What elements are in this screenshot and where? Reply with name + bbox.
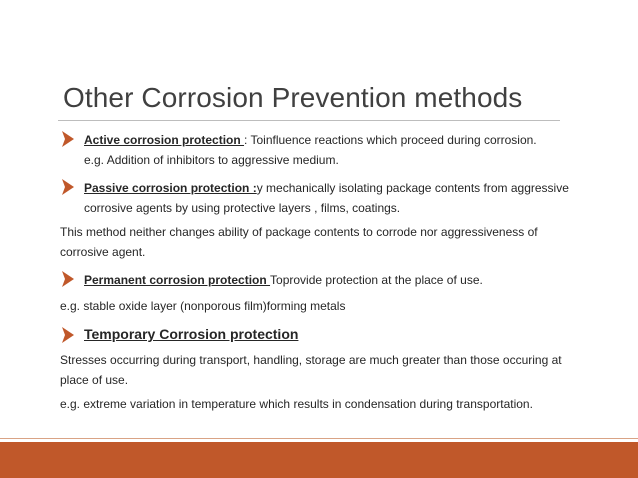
arrow-bullet-icon <box>62 271 74 287</box>
slide-title: Other Corrosion Prevention methods <box>63 82 523 113</box>
bullet-passive-line1 <box>84 178 580 198</box>
paragraph-method-line1: This method neither changes ability of package contents to corrode nor aggressiveness of <box>60 225 538 239</box>
paragraph-temperature-example: e.g. extreme variation in temperature which results in condensation during transportation. <box>60 397 533 411</box>
paragraph-method <box>60 222 580 262</box>
active-protection-example: e.g. Addition of inhibitors to aggressive medium. <box>84 153 339 167</box>
paragraph-method-line2: corrosive agent. <box>60 245 146 259</box>
paragraph-stresses-line2: place of use. <box>60 373 129 387</box>
permanent-protection-heading: Permanent corrosion protection <box>84 273 271 287</box>
title-divider <box>58 120 560 121</box>
paragraph-oxide-example: e.g. stable oxide layer (nonporous film)forming metals <box>60 299 346 313</box>
arrow-bullet-icon <box>62 327 74 343</box>
passive-protection-text: y mechanically isolating package contents from aggressive <box>256 181 569 195</box>
bullet-permanent-protection <box>60 270 580 290</box>
arrow-bullet-icon <box>62 179 74 195</box>
slide-body <box>60 130 580 414</box>
bullet-active-protection <box>60 130 580 170</box>
bullet-active-line1 <box>84 130 580 150</box>
active-protection-heading: Active corrosion protection <box>84 133 245 147</box>
passive-protection-detail: corrosive agents by using protective layers , films, coatings. <box>84 201 401 215</box>
permanent-protection-text: Toprovide protection at the place of use. <box>270 273 483 287</box>
paragraph-stresses-line1: Stresses occurring during transport, handling, storage are much greater than those occuring at <box>60 353 562 367</box>
footer-divider <box>0 438 638 439</box>
footer-accent-bar <box>0 442 638 478</box>
paragraph-stresses <box>60 350 580 390</box>
bullet-temporary-protection <box>60 324 580 344</box>
active-protection-separator: : <box>244 133 251 147</box>
bullet-passive-protection <box>60 178 580 218</box>
active-protection-text: Toinfluence reactions which proceed during corrosion. <box>250 133 537 147</box>
passive-protection-heading: Passive corrosion protection : <box>84 181 257 195</box>
arrow-bullet-icon <box>62 131 74 147</box>
temporary-protection-heading: Temporary Corrosion protection <box>84 326 299 342</box>
